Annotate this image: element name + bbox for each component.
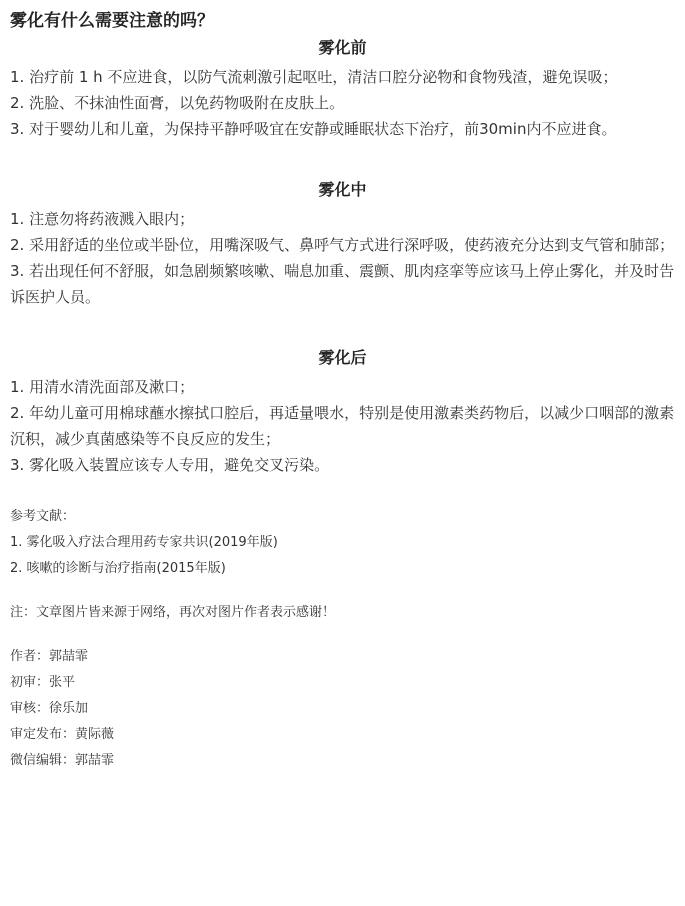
section-heading: 雾化后 — [318, 348, 367, 367]
credit-publish: 审定发布：黄际薇 — [10, 727, 115, 742]
section-before — [10, 36, 675, 142]
references-label: 参考文献： — [10, 509, 76, 524]
reference-item: 2. 咳嗽的诊断与治疗指南(2015年版) — [10, 561, 226, 576]
list-item: 1. 用清水清洗面部及漱口； — [10, 378, 195, 396]
list-item: 3. 雾化吸入装置应该专人专用，避免交叉污染。 — [10, 456, 330, 474]
list-item: 1. 治疗前 1 h 不应进食，以防气流刺激引起呕吐，清洁口腔分泌物和食物残渣，避免误吸； — [10, 68, 618, 86]
list-item: 1. 注意勿将药液溅入眼内； — [10, 210, 195, 228]
references — [10, 504, 675, 582]
list-item: 2. 年幼儿童可用棉球蘸水擦拭口腔后，再适量喂水，特别是使用激素类药物后，以减少口咽部的激素沉积，减少真菌感染等不良反应的发生； — [10, 404, 675, 448]
note-block — [10, 600, 675, 626]
list-item: 2. 采用舒适的坐位或半卧位，用嘴深吸气、鼻呼气方式进行深呼吸，使药液充分达到支气管和肺部； — [10, 236, 675, 254]
article-title: 雾化有什么需要注意的吗？ — [10, 11, 214, 31]
image-credit-note: 注：文章图片皆来源于网络，再次对图片作者表示感谢！ — [10, 605, 336, 620]
section-heading: 雾化中 — [318, 180, 367, 199]
section-heading: 雾化前 — [318, 38, 367, 57]
credit-review: 审核：徐乐加 — [10, 701, 89, 716]
list-item: 3. 对于婴幼儿和儿童，为保持平静呼吸宜在安静或睡眠状态下治疗，前30min内不应进食。 — [10, 120, 617, 138]
credit-editor: 微信编辑：郭喆霏 — [10, 753, 115, 768]
list-item: 3. 若出现任何不舒服，如急剧频繁咳嗽、喘息加重、震颤、肌肉痉挛等应该马上停止雾化，并及时告诉医护人员。 — [10, 262, 675, 306]
credit-first-review: 初审：张平 — [10, 675, 76, 690]
credits — [10, 644, 675, 774]
reference-item: 1. 雾化吸入疗法合理用药专家共识(2019年版) — [10, 535, 278, 550]
section-during — [10, 178, 675, 310]
list-item: 2. 洗脸、不抹油性面膏，以免药物吸附在皮肤上。 — [10, 94, 345, 112]
section-after — [10, 346, 675, 478]
credit-author: 作者：郭喆霏 — [10, 649, 89, 664]
